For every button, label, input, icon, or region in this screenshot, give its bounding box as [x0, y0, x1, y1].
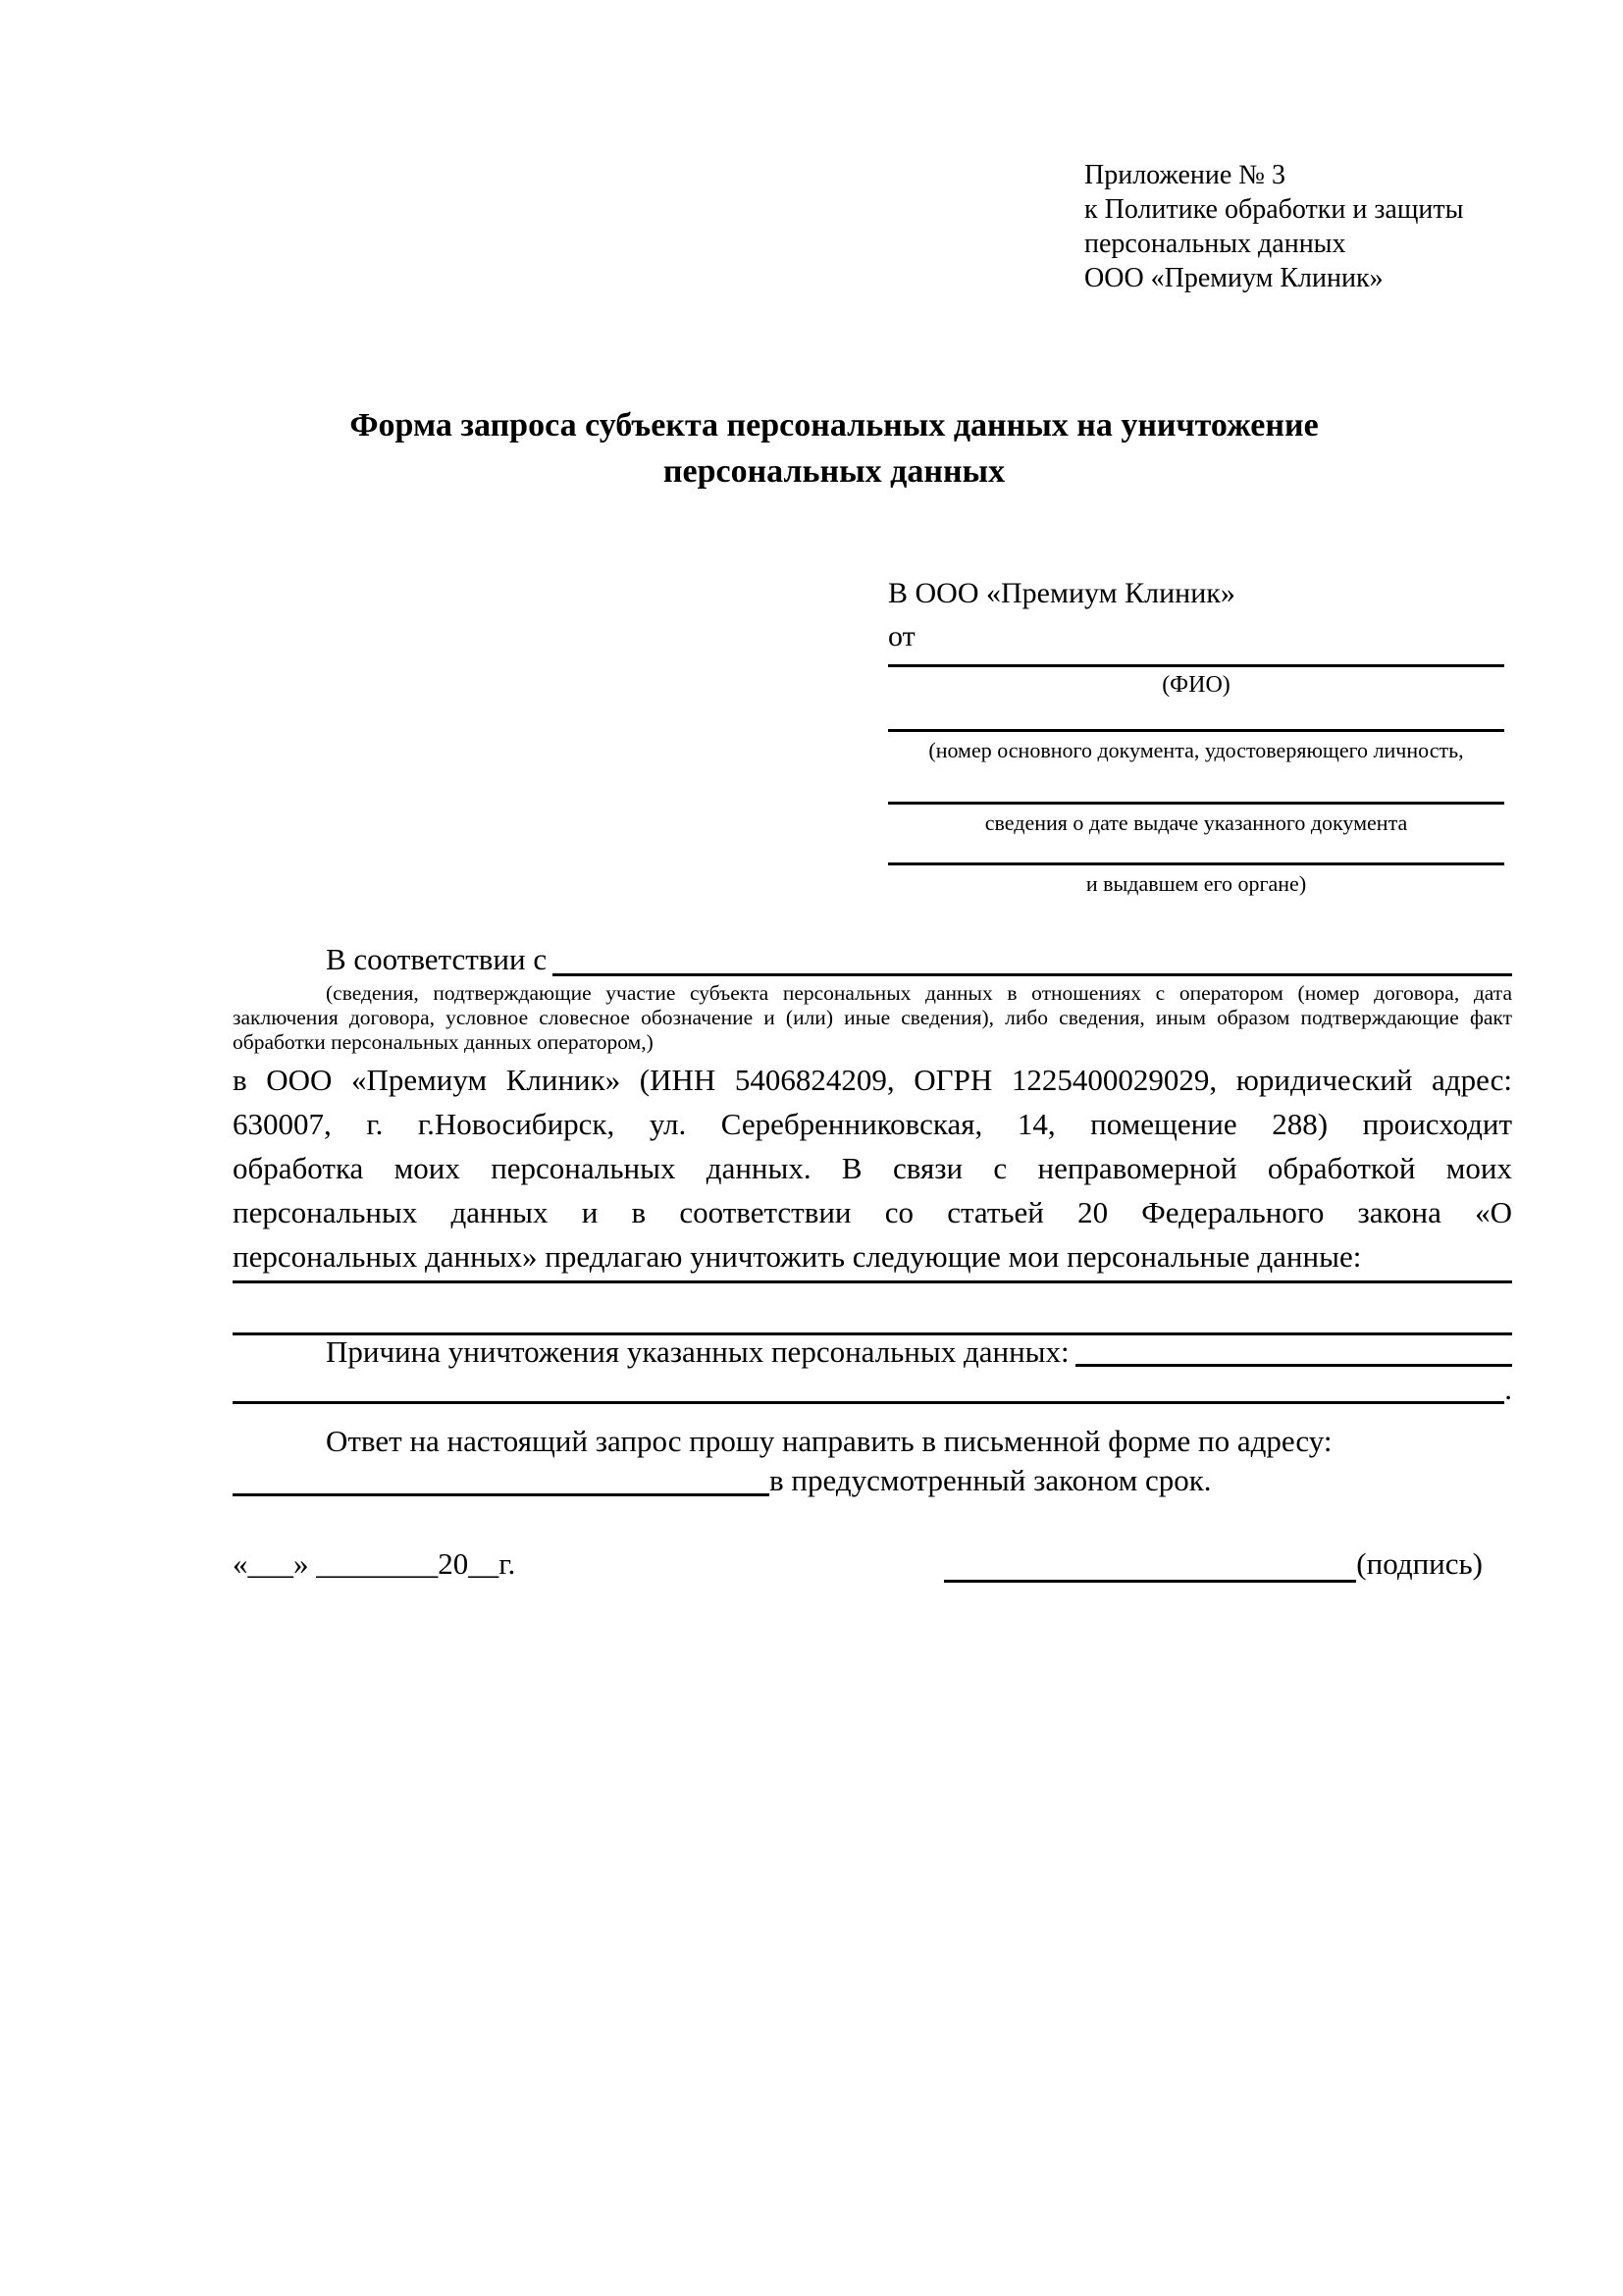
reason-continuation-line	[233, 1372, 1512, 1409]
fio-caption: (ФИО)	[1162, 672, 1230, 698]
accordance-label: В соответствии с	[326, 942, 548, 976]
accordance-blank-line[interactable]	[552, 942, 1512, 976]
personal-data-blank-line-1[interactable]	[233, 1280, 1512, 1283]
signature-blank-line[interactable]	[944, 1546, 1356, 1583]
addressee-block	[888, 577, 1504, 897]
reason-label: Причина уничтожения указанных персональных данных:	[326, 1334, 1070, 1369]
address-blank-line[interactable]	[233, 1463, 769, 1496]
main-paragraph-line-4: персональных данных и в соответствии со статьей 20 Федерального закона «О	[233, 1195, 1512, 1229]
accordance-line	[233, 942, 1512, 981]
main-paragraph-line-2: 630007, г. г.Новосибирск, ул. Серебренниковская, 14, помещение 288) происходит	[233, 1107, 1512, 1141]
main-paragraph	[233, 1058, 1512, 1278]
addressee-from-label: от	[888, 620, 916, 652]
appendix-line-4: ООО «Премиум Клиник»	[1084, 263, 1384, 293]
accordance-note-line-3: обработки персональных данных оператором,)	[233, 1030, 654, 1054]
appendix-line-2: к Политике обработки и защиты	[1084, 194, 1464, 225]
appendix-block	[1084, 158, 1463, 295]
appendix-line-3: персональных данных	[1084, 229, 1346, 259]
signature-group	[944, 1546, 1483, 1590]
accordance-note-line-1: (сведения, подтверждающие участие субъекта персональных данных в отношениях с оператором (номер договора, дата	[326, 981, 1512, 1005]
appendix-line-1: Приложение № 3	[1084, 160, 1285, 190]
date-signature-row	[233, 1546, 1512, 1590]
document-title	[177, 402, 1492, 495]
response-address-line	[233, 1463, 1512, 1502]
issuing-authority-caption: и выдавшем его органе)	[1085, 871, 1307, 896]
accordance-note	[233, 981, 1512, 1055]
reason-terminator: .	[1504, 1372, 1512, 1406]
response-request-line: Ответ на настоящий запрос прошу направить в письменной форме по адресу:	[326, 1424, 1333, 1458]
issue-date-caption: сведения о дате выдаче указанного документа	[984, 810, 1408, 835]
reason-line	[233, 1334, 1512, 1372]
main-paragraph-line-1: в ООО «Премиум Клиник» (ИНН 5406824209, ОГРН 1225400029029, юридический адрес:	[233, 1063, 1512, 1097]
document-title-line-1: Форма запроса субъекта персональных данных на уничтожение	[349, 407, 1319, 444]
date-field[interactable]: «___» ________20__г.	[233, 1546, 516, 1581]
signature-caption: (подпись)	[1356, 1546, 1483, 1581]
identity-document-caption: (номер основного документа, удостоверяющего личность,	[928, 738, 1464, 762]
main-paragraph-line-5: персональных данных» предлагаю уничтожить следующие мои персональные данные:	[233, 1239, 1362, 1274]
main-paragraph-line-3: обработка моих персональных данных. В связи с неправомерной обработкой моих	[233, 1151, 1512, 1185]
reason-blank-line-2[interactable]	[233, 1372, 1504, 1404]
addressee-organization: В ООО «Премиум Клиник»	[888, 577, 1235, 609]
accordance-note-line-2: заключения договора, условное словесное обозначение и (или) иные сведения), либо сведения, иным образом подтверждающие факт	[233, 1006, 1512, 1029]
document-title-line-2: персональных данных	[662, 453, 1006, 490]
response-suffix: в предусмотренный законом срок.	[769, 1463, 1212, 1497]
reason-blank-line[interactable]	[1075, 1334, 1512, 1367]
